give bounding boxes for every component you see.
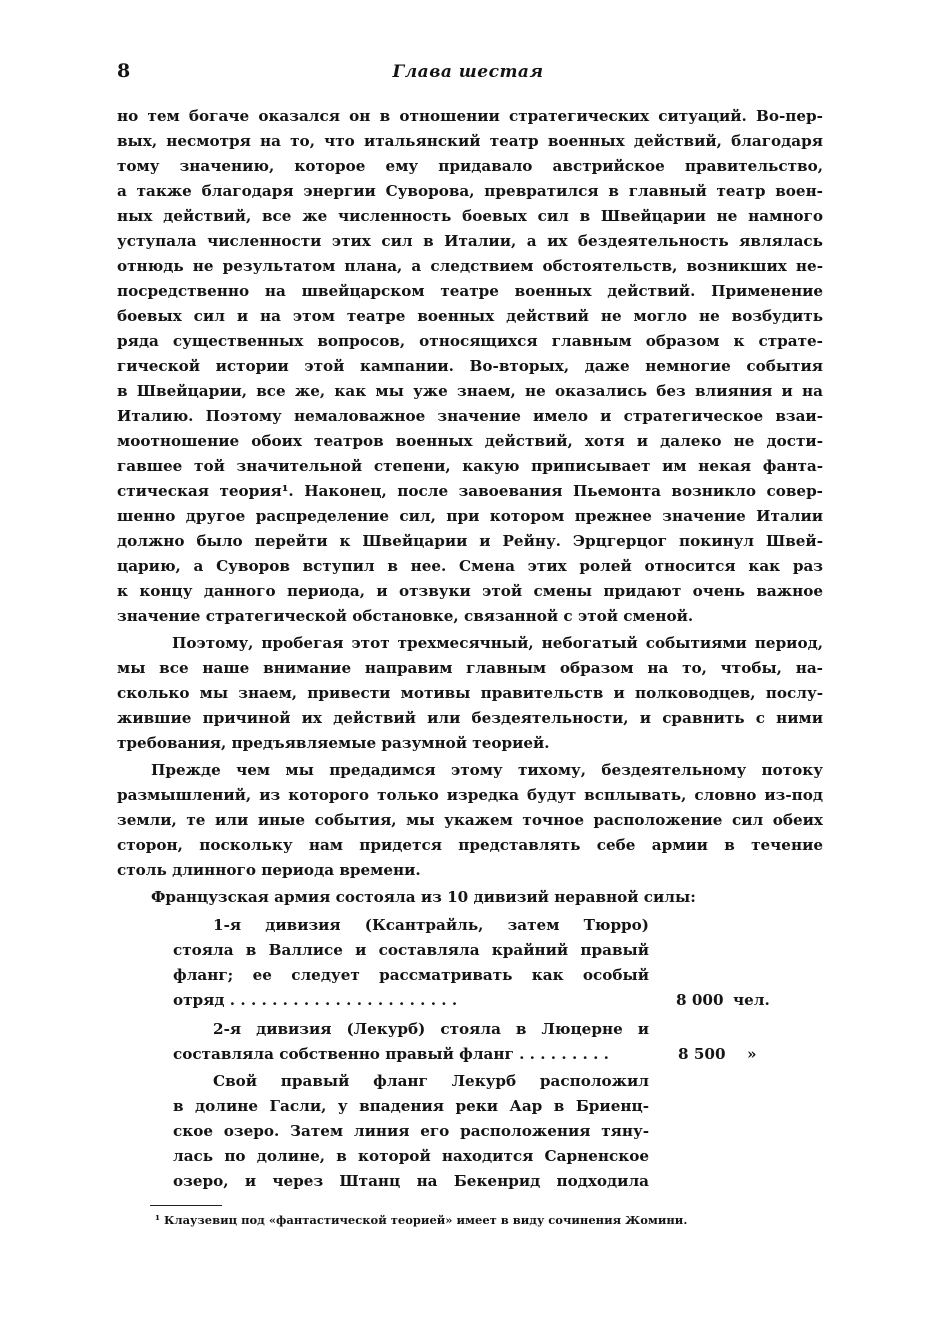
text-line: 2-я дивизия (Лекурб) стояла в Люцерне и — [213, 1020, 649, 1038]
text-line: сторон, поскольку нам придется представлять себе армии в течение — [117, 836, 823, 854]
text-line: размышлений, из которого только изредка будут всплывать, словно из-под — [117, 786, 823, 804]
division-2-strength: 8 500 — [678, 1045, 726, 1063]
text-line: Прежде чем мы предадимся этому тихому, бездеятельному потоку — [151, 761, 823, 779]
text-line: ское озеро. Затем линия его расположения тяну- — [173, 1122, 649, 1140]
text-line: моотношение обоих театров военных действий, хотя и далеко не дости- — [117, 432, 823, 450]
text-line: вых, несмотря на то, что итальянский театр военных действий, благодаря — [117, 132, 823, 150]
leader-dots-line: составляла собственно правый фланг . . . . . . . . . — [173, 1045, 609, 1063]
text-line: озеро, и через Штанц на Бекенрид подходила — [173, 1172, 649, 1190]
text-line: гической истории этой кампании. Во-вторых, даже немногие события — [117, 357, 823, 375]
text-line: шенно другое распределение сил, при котором прежнее значение Италии — [117, 507, 823, 525]
text-line: гавшее той значительной степени, какую приписывает им некая фанта- — [117, 457, 823, 475]
text-line: должно было перейти к Швейцарии и Рейну. Эрцгерцог покинул Швей- — [117, 532, 823, 550]
text-line: Поэтому, пробегая этот трехмесячный, небогатый событиями период, — [172, 634, 823, 652]
unit-ditto-mark: » — [747, 1045, 757, 1063]
text-line: ряда существенных вопросов, относящихся главным образом к страте- — [117, 332, 823, 350]
text-line: а также благодаря энергии Суворова, превратился в главный театр воен- — [117, 182, 823, 200]
footnote-divider — [150, 1205, 222, 1206]
paragraph-4: Французская армия состояла из 10 дивизий неравной силы: — [151, 888, 696, 906]
text-line: жившие причиной их действий или бездеятельности, и сравнить с ними — [117, 709, 823, 727]
text-line: 1-я дивизия (Ксантрайль, затем Тюрро) — [213, 916, 649, 934]
text-line: значение стратегической обстановке, связанной с этой сменой. — [117, 607, 694, 625]
page-number: 8 — [117, 60, 131, 82]
text-line: тому значению, которое ему придавало австрийское правительство, — [117, 157, 823, 175]
footnote: ¹ Клаузевиц под «фантастической теорией» имеет в виду сочинения Жомини. — [155, 1213, 688, 1227]
text-line: ных действий, все же численность боевых сил в Швейцарии не намного — [117, 207, 823, 225]
chapter-title: Глава шестая — [392, 62, 544, 82]
text-line: Италию. Поэтому немаловажное значение имело и стратегическое взаи- — [117, 407, 823, 425]
text-line: в Швейцарии, все же, как мы уже знаем, не оказались без влияния и на — [117, 382, 823, 400]
division-1-strength: 8 000 — [676, 991, 724, 1009]
text-line: требования, предъявляемые разумной теорией. — [117, 734, 550, 752]
unit-label: чел. — [733, 991, 770, 1009]
text-line: Свой правый фланг Лекурб расположил — [213, 1072, 649, 1090]
text-line: посредственно на швейцарском театре военных действий. Применение — [117, 282, 823, 300]
text-line: стояла в Валлисе и составляла крайний правый — [173, 941, 649, 959]
text-line: царию, а Суворов вступил в нее. Смена этих ролей относится как раз — [117, 557, 823, 575]
text-line: земли, те или иные события, мы укажем точное расположение сил обеих — [117, 811, 823, 829]
text-line: мы все наше внимание направим главным образом на то, чтобы, на- — [117, 659, 823, 677]
text-line: лась по долине, в которой находится Сарненское — [173, 1147, 649, 1165]
leader-dots-line: отряд . . . . . . . . . . . . . . . . . . . . . . — [173, 991, 458, 1009]
text-line: отнюдь не результатом плана, а следствием обстоятельств, возникших не- — [117, 257, 823, 275]
text-line: столь длинного периода времени. — [117, 861, 421, 879]
text-line: фланг; ее следует рассматривать как особый — [173, 966, 649, 984]
text-line: боевых сил и на этом театре военных действий не могло не возбудить — [117, 307, 823, 325]
running-head — [117, 60, 819, 88]
text-line: уступала численности этих сил в Италии, а их бездеятельность являлась — [117, 232, 823, 250]
text-line: сколько мы знаем, привести мотивы правительств и полководцев, послу- — [117, 684, 823, 702]
text-line: в долине Гасли, у впадения реки Аар в Бриенц- — [173, 1097, 649, 1115]
text-line: к концу данного периода, и отзвуки этой смены придают очень важное — [117, 582, 823, 600]
text-line: стическая теория¹. Наконец, после завоевания Пьемонта возникло совер- — [117, 482, 823, 500]
text-line: но тем богаче оказался он в отношении стратегических ситуаций. Во-пер- — [117, 107, 823, 125]
